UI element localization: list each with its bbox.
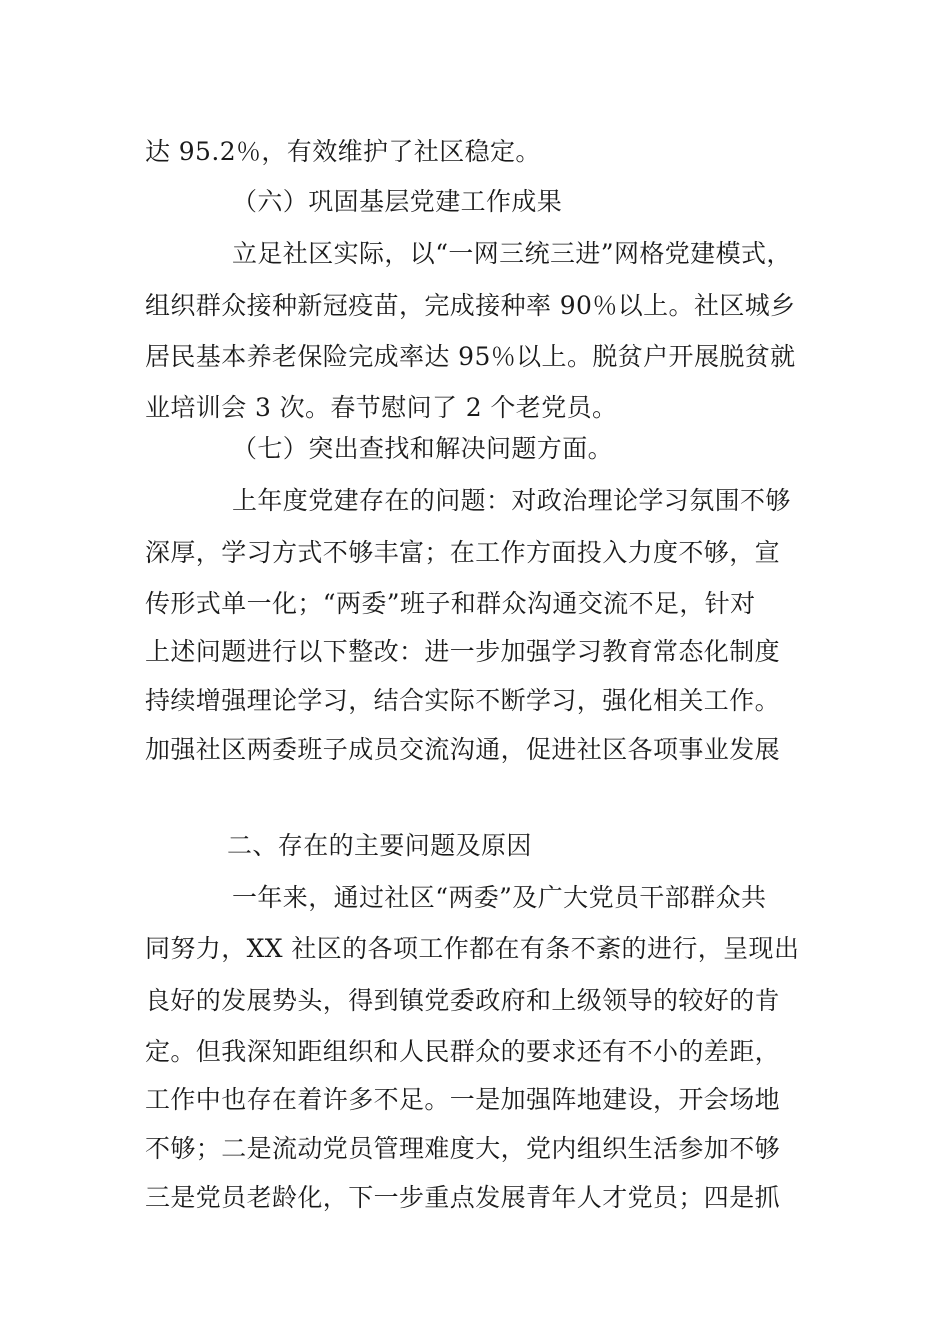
text-line: 深厚，学习方式不够丰富；在工作方面投入力度不够，宣: [145, 538, 781, 567]
paragraph-start: 上年度党建存在的问题：对政治理论学习氛围不够: [232, 486, 791, 515]
section-heading-six: （六）巩固基层党建工作成果: [232, 187, 563, 216]
text-line: 传形式单一化；“两委”班子和群众沟通交流不足，针对: [145, 589, 756, 618]
text-line: 上述问题进行以下整改：进一步加强学习教育常态化制度: [145, 637, 781, 666]
text-line: 组织群众接种新冠疫苗，完成接种率 90％以上。社区城乡: [145, 291, 796, 320]
text-line: 不够；二是流动党员管理难度大，党内组织生活参加不够: [145, 1134, 781, 1163]
section-heading-seven: （七）突出查找和解决问题方面。: [232, 434, 614, 463]
text-line: 达 95.2％，有效维护了社区稳定。: [145, 137, 541, 166]
text-line: 良好的发展势头，得到镇党委政府和上级领导的较好的肯: [145, 986, 781, 1015]
text-line: 加强社区两委班子成员交流沟通，促进社区各项事业发展: [145, 735, 781, 764]
text-line: 工作中也存在着许多不足。一是加强阵地建设，开会场地: [145, 1085, 781, 1114]
paragraph-start: 立足社区实际，以“一网三统三进”网格党建模式，: [232, 239, 792, 268]
section-heading-two: 二、存在的主要问题及原因: [227, 831, 532, 860]
paragraph-start: 一年来，通过社区“两委”及广大党员干部群众共: [232, 883, 767, 912]
text-line: 定。但我深知距组织和人民群众的要求还有不小的差距，: [145, 1037, 781, 1066]
text-line: 业培训会 3 次。春节慰问了 2 个老党员。: [145, 393, 618, 422]
text-line: 持续增强理论学习，结合实际不断学习，强化相关工作。: [145, 686, 781, 715]
text-line: 同努力，XX 社区的各项工作都在有条不紊的进行，呈现出: [145, 934, 800, 963]
text-line: 居民基本养老保险完成率达 95％以上。脱贫户开展脱贫就: [145, 342, 796, 371]
text-line: 三是党员老龄化，下一步重点发展青年人才党员；四是抓: [145, 1183, 781, 1212]
